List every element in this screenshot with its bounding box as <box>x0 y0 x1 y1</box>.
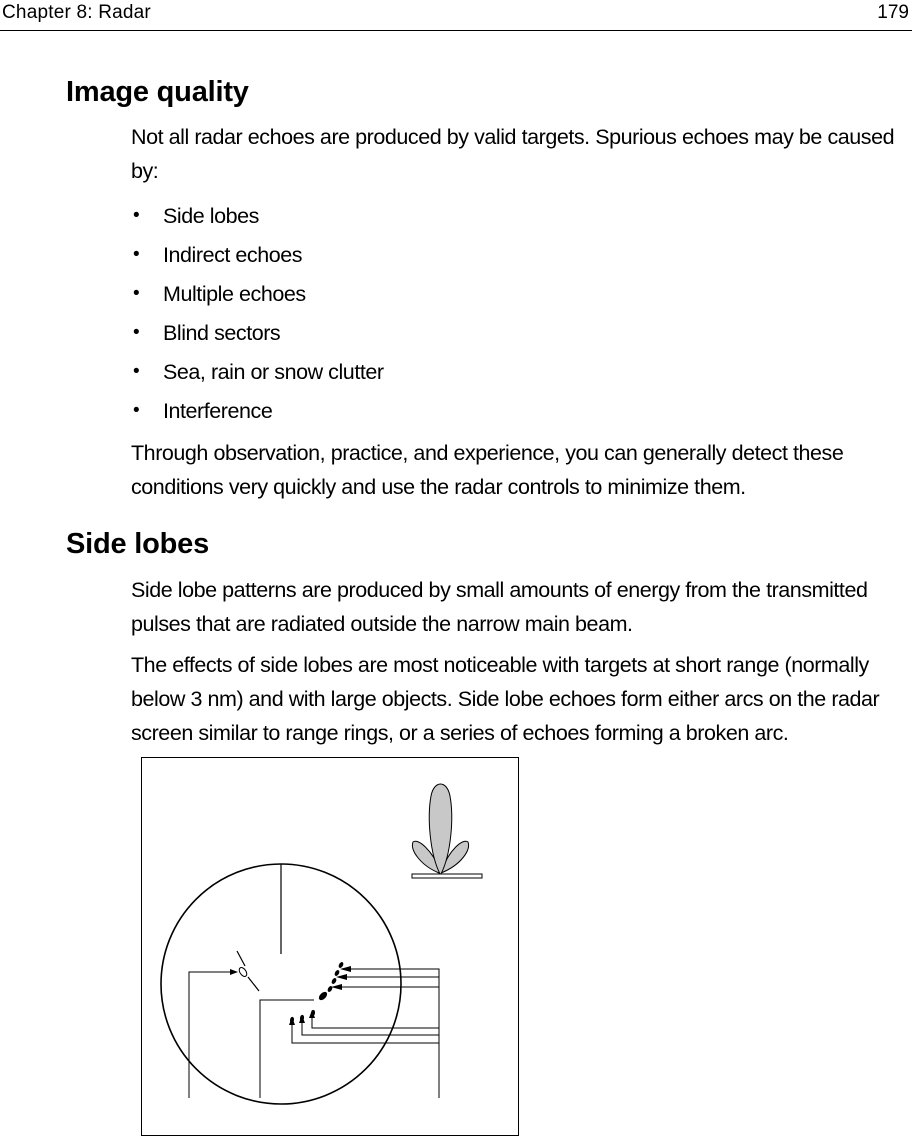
chapter-title: Chapter 8: Radar <box>2 2 151 23</box>
list-item: • Side lobes <box>131 199 384 238</box>
outro-line-1: Through observation, practice, and experience, you can generally detect these <box>131 441 844 465</box>
running-header <box>0 0 912 31</box>
side-lobes-p2-line-2: below 3 nm) and with large objects. Side lobe echoes form either arcs on the radar <box>131 687 880 711</box>
bullet-icon: • <box>133 400 140 421</box>
list-item: • Interference <box>131 394 384 433</box>
heading-side-lobes: Side lobes <box>66 528 210 560</box>
outro-line-2: conditions very quickly and use the radar controls to minimize them. <box>131 475 746 499</box>
list-item: • Multiple echoes <box>131 277 384 316</box>
spurious-echo-causes-list <box>131 199 384 433</box>
list-item: • Sea, rain or snow clutter <box>131 355 384 394</box>
side-lobes-p2-line-1: The effects of side lobes are most noticeable with targets at short range (normally <box>131 653 869 677</box>
side-lobes-p1-line-2: pulses that are radiated outside the narrow main beam. <box>131 612 633 636</box>
bullet-icon: • <box>133 205 140 226</box>
list-item: • Blind sectors <box>131 316 384 355</box>
beam-pattern-icon <box>412 784 482 878</box>
bullet-icon: • <box>133 283 140 304</box>
arrowheads <box>230 966 351 1025</box>
outro-paragraph <box>131 436 911 504</box>
bullet-icon: • <box>133 322 140 343</box>
side-lobes-figure <box>141 757 519 1136</box>
intro-line-1: Not all radar echoes are produced by valid targets. Spurious echoes may be caused <box>131 125 895 149</box>
side-lobes-illustration <box>142 758 520 1137</box>
side-lobes-paragraph-1 <box>131 573 911 641</box>
heading-image-quality: Image quality <box>66 76 249 108</box>
bullet-icon: • <box>133 244 140 265</box>
intro-paragraph <box>131 120 911 188</box>
page-number: 179 <box>877 2 909 23</box>
side-lobes-p1-line-1: Side lobe patterns are produced by small amounts of energy from the transmitted <box>131 578 868 602</box>
intro-line-2: by: <box>131 159 159 183</box>
side-lobes-paragraph-2 <box>131 648 911 750</box>
list-item: • Indirect echoes <box>131 238 384 277</box>
bullet-icon: • <box>133 361 140 382</box>
near-target-echo <box>237 951 259 991</box>
side-lobes-p2-line-3: screen similar to range rings, or a series of echoes forming a broken arc. <box>131 721 789 745</box>
side-lobe-echoes <box>289 961 344 1023</box>
